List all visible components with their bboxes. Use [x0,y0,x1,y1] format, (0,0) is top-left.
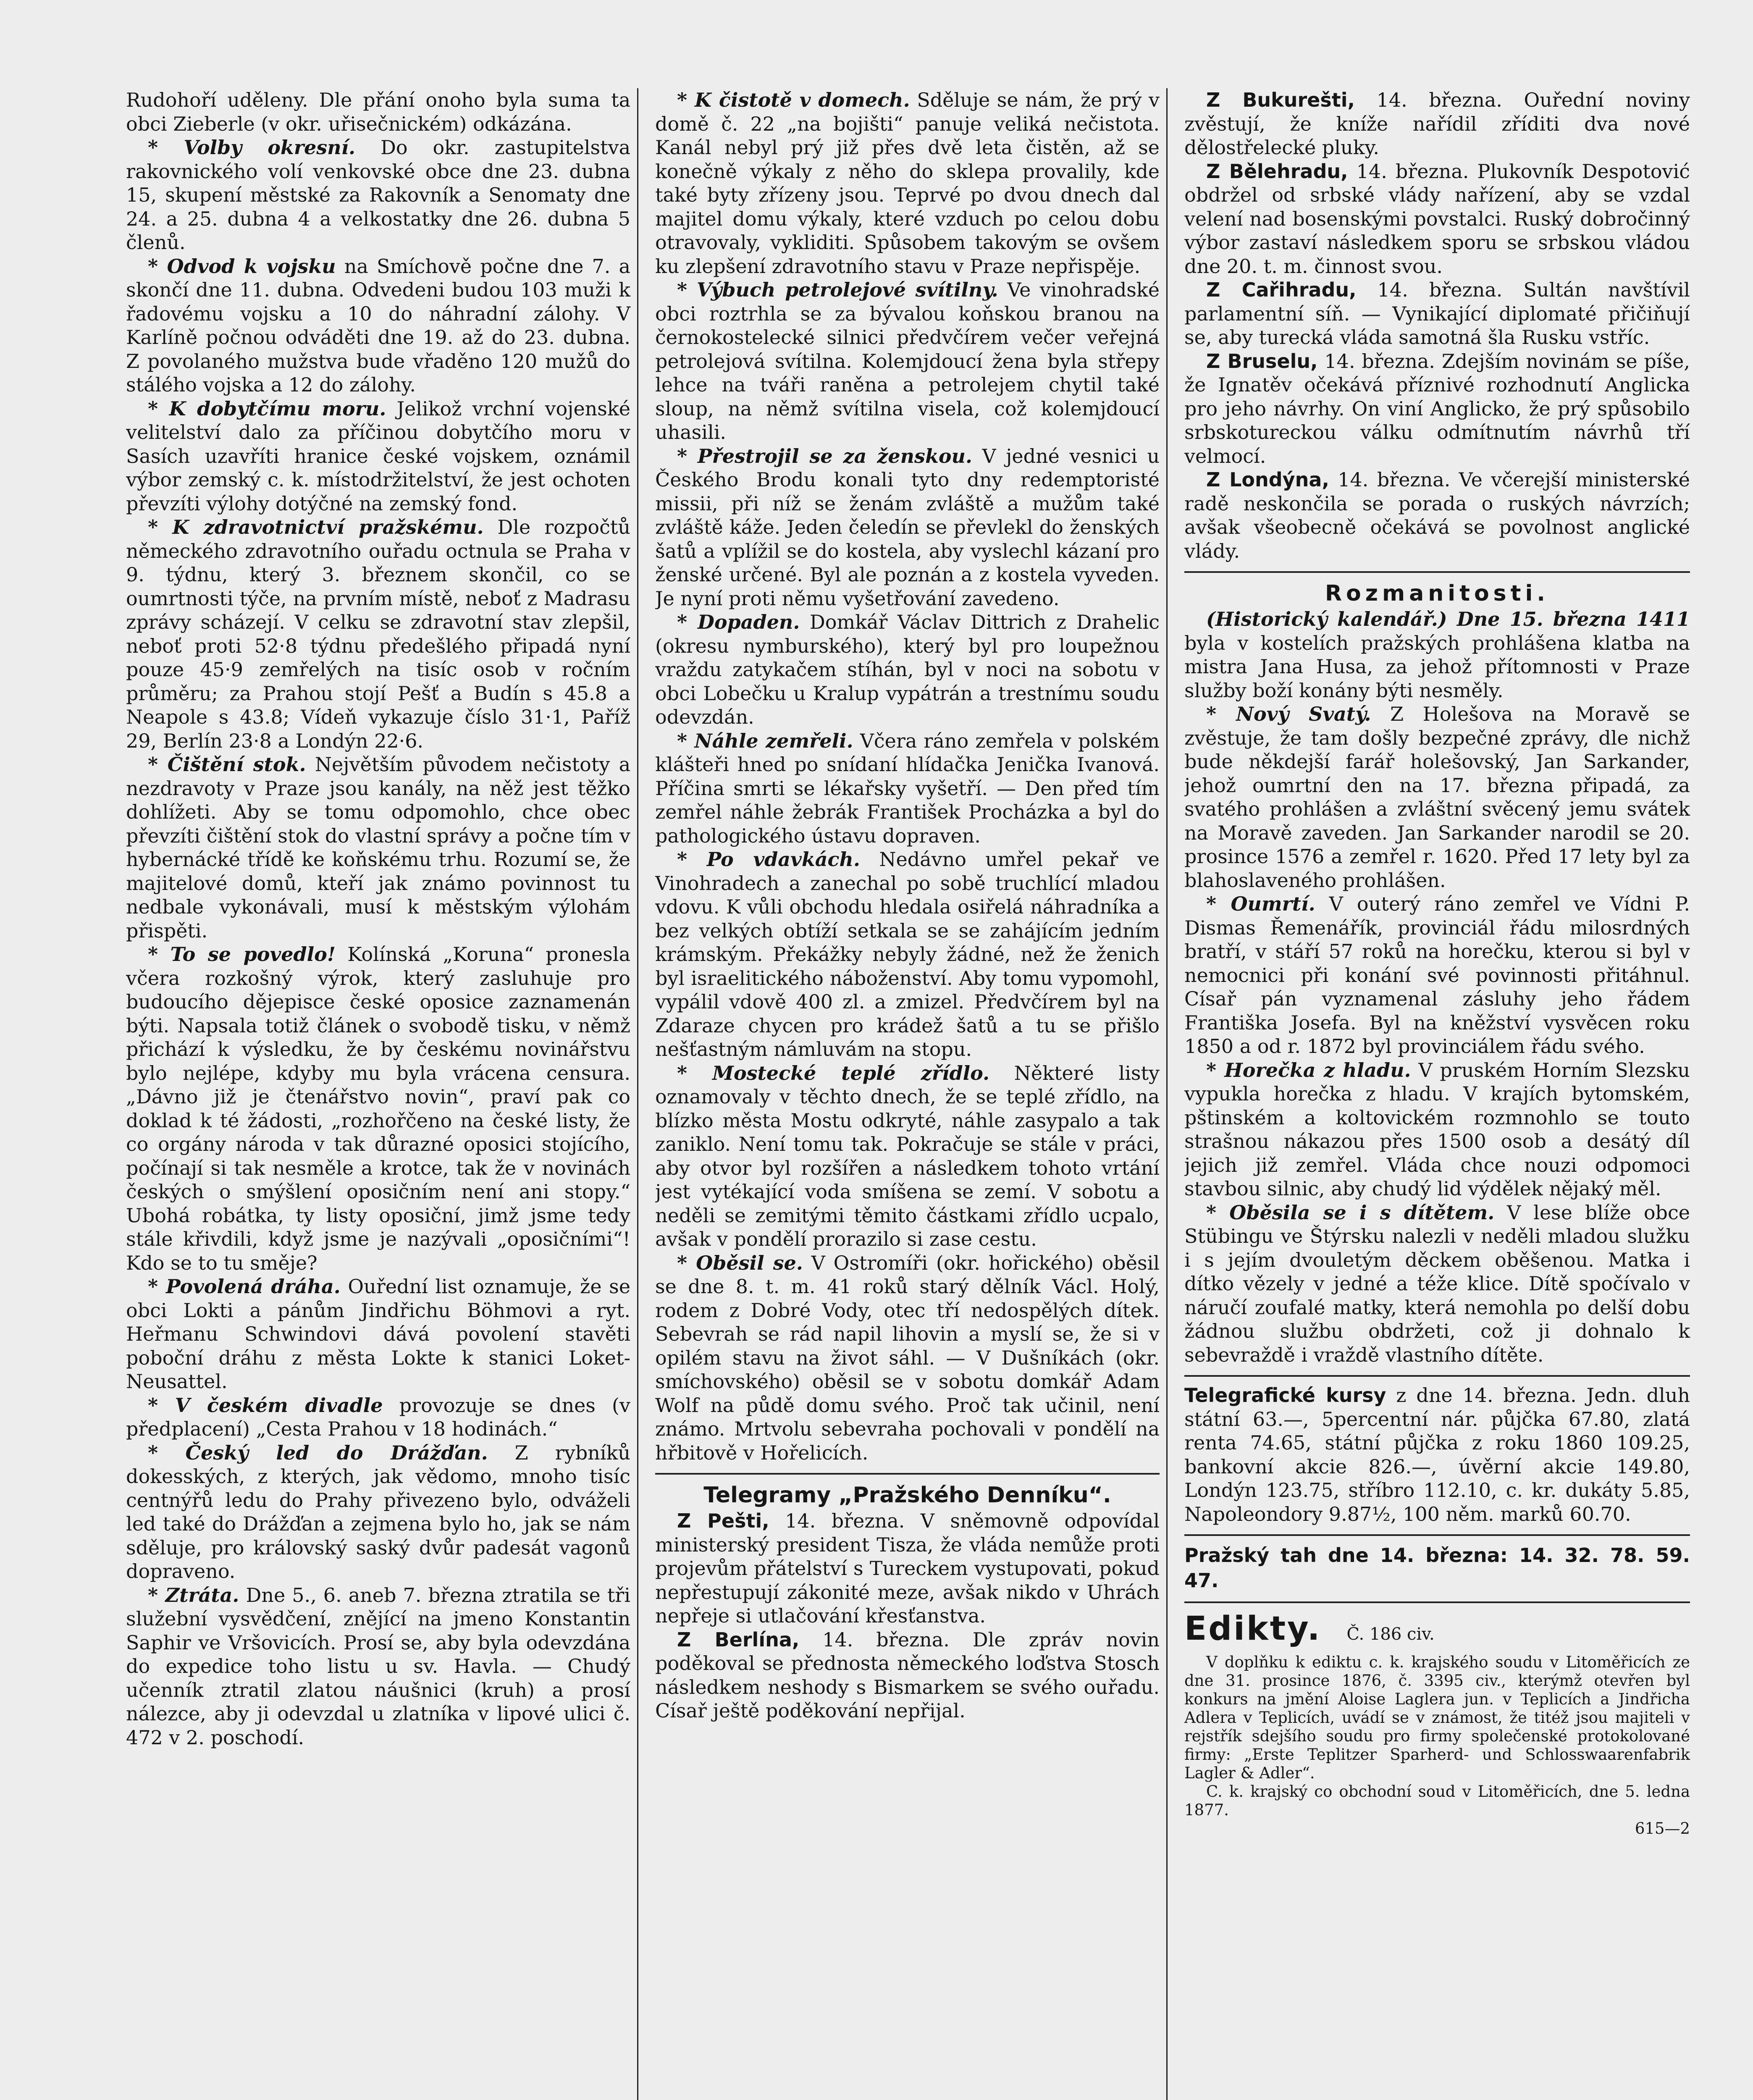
telegram-carihrad: Z Cařihradu, 14. března. Sultán navštívil parlamentní síň. — Vynikající diplomaté přičiňují se, aby turecká vláda samotná šla Rusku vstříc. [1184,278,1690,349]
misc-3: * Oumrtí. V outerý ráno zemřel ve Vídni P. Dismas Řemenářík, provinciál řádu milosrdných bratří, v stáří 57 roků na horečku, kterou si byl v nemocnici při konání své povinnosti přitáhnul. Císař pán vyznamenal zásluhy jeho řádem Františka Josefa. Byl na kněžství vysvěcen roku 1850 a od r. 1872 byl provinciálem řádu svého. [1184,892,1690,1058]
edikty-signature: C. k. krajský co obchodní soud v Litoměřicích, dne 5. ledna 1877. [1184,1782,1690,1819]
exchange-rates: Telegrafické kursy z dne 14. března. Jedn. dluh státní 63.—, 5percentní nár. půjčka 67.80, zlatá renta 74.65, státní půjčka z roku 1860 109.25, bankovní akcie 826.—, úvěrní akcie 149.80, Londýn 123.75, stříbro 112.10, c. kr. dukáty 5.85, Napoleondory 9.87½, 100 něm. marků 60.70. [1184,1384,1690,1525]
article-8: * Povolená dráha. Ouřední list oznamuje, že se obci Lokti a pánům Jindřichu Böhmovi a ryt. Heřmanu Schwindovi dává povolení stavěti poboční dráhu z města Lokte k stanici Loket-Neusattel. [126,1275,630,1393]
article-12: * K čistotě v domech. Sděluje se nám, že prý v domě č. 22 „na bojišti“ panuje veliká nečistota. Kanál nebyl prý již přes dvě leta čistěn, až se konečně výkaly z něho do sklepa provalily, kde také byty zřízeny jsou. Teprvé po dvou dnech dal majitel domu výkaly, které vzduch po celou dobu otravovaly, vykliditi. Spůsobem takovým se ovšem ku zlepšení zdravotního stavu v Praze nepřispěje. [655,89,1160,278]
edikty-text: V doplňku k ediktu c. k. krajského soudu v Litoměřicích ze dne 31. prosince 1876, č. 3395 civ., kterýmž otevřen byl konkurs na jmění Aloise Laglera jun. v Teplicích a Jindřicha Adlera v Teplicích, uvádí se v známost, že titéž jsou majiteli v rejstřík sdejšího soudu pro firmy společenské protokolované firmy: „Erste Teplitzer Sparherd- und Schlosswaarenfabrik Lagler & Adler“. [1184,1653,1690,1782]
telegram-pest: Z Pešti, 14. března. V sněmovně odpovídal ministerský president Tisza, že vláda nemůže proti projevům přátelství s Tureckem vystupovati, pokud nepřestupují zákonité meze, avšak nikdo v Uhrách nepřeje si utlačování křesťanstva. [655,1509,1160,1627]
telegrams-heading: Telegramy „Pražského Denníku“. [703,1483,1111,1508]
article-11: * Ztráta. Dne 5., 6. aneb 7. března ztratila se tři služební vysvědčení, znějící na jmeno Konstantin Saphir ve Vršovicích. Prosí se, aby byla odevzdána do expedice toho listu u sv. Havla. — Chudý učenník ztratil zlatou náušnici (kruh) a prosí nálezce, aby ji odevzdal u zlatníka v lipové ulici č. 472 v 2. poschodí. [126,1583,630,1749]
article-18: * Mostecké teplé zřídlo. Některé listy oznamovaly v těchto dnech, že se teplé zřídlo, na blízko města Mostu odkryté, náhle zasypalo a tak zaniklo. Není tomu tak. Pokračuje se stále v práci, aby otvor byl rozšířen a následkem tohoto vrtání jest vytékající voda smíšena se zemí. V sobotu a neděli se zemitými těmito částkami zřídlo ucpalo, avšak v pondělí prorazilo si zase cestu. [655,1061,1160,1250]
article-4: * K dobytčímu moru. Jelikož vrchní vojenské velitelství dalo za příčinou dobytčího moru v Sasích uzavříti hranice české vojskem, oznámil výbor zemský c. k. místodržitelství, že jest ochoten převzíti výlohy dotýčné na zemský fond. [126,397,631,515]
article-5: * K zdravotnictví pražskému. Dle rozpočtů německého zdravotního ouřadu octnula se Praha v 9. týdnu, který 3. březnem skončil, co se oumrtnosti týče, na prvním místě, neboť z Madrasu zprávy scházejí. V celku se zdravotní stav zlepšil, neboť proti 52·8 týdnu předešlého připadá nyní pouze 45·9 zemřelých na tisíc osob v ročním průměru; za Prahou stojí Pešť a Budín s 45.8 a Neapole s 43.8; Vídeň vykazuje číslo 31·1, Paříž 29, Berlín 23·8 a Londýn 22·6. [126,516,631,752]
section-divider [655,1473,1160,1475]
newspaper-page [126,88,1697,2100]
section-divider [1184,1375,1690,1377]
article-13: * Výbuch petrolejové svítilny. Ve vinohradské obci roztrhla se za bývalou koňskou branou na černokostelecké silnici předvčírem večer veřejná petrolejová svítilna. Kolemjdoucí žena byla střepy lehce na tváři raněna a petrolejem chytil také sloup, na němž svítilna visela, což kolemjdoucí uhasili. [655,278,1160,444]
article-14: * Přestrojil se za ženskou. V jedné vesnici u Českého Brodu konali tyto dny redemptoristé missii, při níž se ženám zvláště a mužům také zvláště káže. Jeden čeledín se převlekl do ženských šatů a vplížil se do kostela, aby vyslechl kázaní pro ženské určené. Byl ale poznán a z kostela vyveden. Je nyní proti němu vyšetřování zavedeno. [655,444,1160,610]
article-7: * To se povedlo! Kolínská „Koruna“ pronesla včera rozkošný výrok, který zasluhuje pro budoucího dějepisce české oposice zaznamenán býti. Napsala totiž článek o svobodě tisku, v němž přichází k výsledku, že by českému novinářstvu bylo nejlépe, kdyby mu byla vrácena censura. „Dávno již je čtenářstvo novin“, praví pak co doklad k té žádosti, „rozhořčeno na české listy, že co orgány národa v tak důrazné oposici stojícího, počínají si tak nesměle a krotce, tak že v novinách českých o smýšlení oposičním není ani stopy.“ Ubohá robátka, ty listy oposiční, jimž jsme tedy stále křivdili, když jsme je nazývali „oposičními“! Kdo se to tu směje? [126,943,630,1274]
article-10: * Český led do Drážďan. Z rybníků dokesských, z kterých, jak vědomo, mnoho tisíc centnýřů ledu do Prahy přivezeno bylo, odváželi led také do Drážďan a zejmena bylo ho, jak se nám sděluje, pro královský saský dvůr padesát vagonů dopraveno. [126,1441,630,1583]
misc-4: * Horečka z hladu. V pruském Horním Slezsku vypukla horečka z hladu. V krajích bytomském, pštinském a koltovickém rozmnohlo se touto strašnou nákazou přes 1500 osob a desátý díl jejich již zemřel. Vláda chce nouzi odpomoci stavbou silnic, aby chudý lid výdělek nějaký měl. [1184,1058,1690,1200]
column-2 [655,88,1168,2100]
article-19: * Oběsil se. V Ostromíři (okr. hořického) oběsil se dne 8. t. m. 41 roků starý dělník Václ. Holý, rodem z Dobré Vody, otec tří nedospělých dítek. Sebevrah se rád napil lihovin a myslí se, že si v opilém stavu na život sáhl. — V Dušníkách (okr. smíchovského) oběsil se v sobotu domkář Adam Wolf na půdě domu svého. Proč tak učinil, není známo. Mrtvolu sebevraha pochovali v pondělí na hřbitově v Hořelicích. [655,1251,1160,1464]
article-2: * Volby okresní. Do okr. zastupitelstva rakovnického volí venkovské obce dne 23. dubna 15, skupení městské za Rakovník a Senomaty dne 24. a 25. dubna 4 a velkostatky dne 26. dubna 5 členů. [126,136,630,254]
article-6: * Čištění stok. Největším původem nečistoty a nezdravoty v Praze jsou kanály, na něž jest těžko dohlížeti. Aby se tomu odpomohlo, chce obec převzíti čištění stok do vlastní správy a počne tím v hybernácké třídě ke koňskému trhu. Rozumí se, že majitelové domů, kteří jak známo povinnost tu nedbale vykonávali, musí k městským výlohám přispěti. [126,753,630,942]
section-divider [1184,571,1690,573]
lottery-draw: Pražský tah dne 14. března: 14. 32. 78. 59. 47. [1184,1544,1690,1592]
article-9: * V českém divadle provozuje se dnes (v předplacení) „Cesta Prahou v 18 hodinách.“ [126,1394,630,1440]
telegram-brusel: Z Bruselu, 14. března. Zdejším novinám se píše, že Ignatěv očekává příznivé rozhodnutí Anglicka pro jeho návrhy. On viní Anglicko, že prý spůsobilo srbskotureckou válku odmítnutím návrhů tří velmocí. [1184,349,1690,467]
article-16: * Náhle zemřeli. Včera ráno zemřela v polském klášteři hned po snídaní hlídačka Jenička Ivanová. Příčina smrti se lékařsky vyšetří. — Den před tím zemřel náhle žebrák František Procházka a byl do pathologického ústavu dopraven. [655,729,1160,847]
section-divider [1184,1601,1690,1603]
telegram-bukurest: Z Bukurešti, 14. března. Ouřední noviny zvěstují, že kníže nařídil zříditi dva nové dělostřelecké pluky. [1184,89,1690,159]
telegram-belehrad: Z Bělehradu, 14. března. Plukovník Despotović obdržel od srbské vlády nařízení, aby se vzdal velení nad bosenskými povstalci. Ruský dobročinný výbor zastaví následkem sporu se srbskou vládou dne 20. t. m. činnost svou. [1184,160,1690,278]
rozmanitosti-heading: Rozmanitosti. [1325,581,1550,606]
article-17: * Po vdavkách. Nedávno umřel pekař ve Vinohradech a zanechal po sobě truchlící mladou vdovu. K vůli obchodu hledala osiřelá náhradníka a bez velkých obtíží setkala se se zahájícím jedním krámským. Překážky nebyly žádné, než že ženich byl israelitického náboženství. Aby tomu vypomohl, vypálil vdově 400 zl. a zmizel. Předvčírem byl na Zdaraze chycen pro krádež šatů a tu se přišlo nešťastným námluvám na stopu. [655,848,1160,1060]
misc-2: * Nový Svatý. Z Holešova na Moravě se zvěstuje, že tam došly bezpečné zprávy, dle nichž bude někdejší farář holešovský, Jan Sarkander, jehož oumrtní den na 17. března připadá, za svatého prohlášen a zvláštní svěcený jemu svátek na Moravě zaveden. Jan Sarkander narodil se 20. prosince 1576 a zemřel r. 1620. Před 17 lety byl za blahoslaveného prohlášen. [1184,703,1690,892]
article-3: * Odvod k vojsku na Smíchově počne dne 7. a skončí dne 11. dubna. Odvedeni budou 103 muži k řadovému vojsku a 10 do náhradní zálohy. V Karlíně počnou odváděti dne 19. až do 23. dubna. Z povolaného mužstva bude vřaděno 120 mužů do stálého vojska a 12 do zálohy. [126,255,630,396]
misc-1: (Historický kalendář.) Dne 15. března 1411 byla v kostelích pražských prohlášena klatba na mistra Jana Husa, za jehož přítomnosti v Praze služby boží konány býti nesměly. [1184,608,1690,702]
column-1 [126,88,638,2100]
telegram-londyn: Z Londýna, 14. března. Ve včerejší ministerské radě neskončila se porada o ruských návrzích; avšak všeobecně očekává se povolnost anglické vlády. [1184,468,1690,562]
column-3 [1184,88,1697,2100]
article-1: Rudohoří uděleny. Dle přání onoho byla suma ta obci Zieberle (v okr. uřisečnickém) odkázána. [126,89,630,135]
edikty-title: Edikty. [1184,1610,1322,1648]
misc-5: * Oběsila se i s dítětem. V lese blíže obce Stübingu ve Štýrsku nalezli v neděli mladou služku i s jejím dvouletým děckem oběšenou. Matka i dítko vězely v jedné a téže klice. Dítě spočívalo v náručí zoufalé matky, která nemohla po delší dobu žádnou službu obdržeti, což ji dohnalo k sebevraždě i vraždě vlastního dítěte. [1184,1201,1690,1366]
section-divider [1184,1534,1690,1536]
edikty-reference: 615—2 [1635,1819,1690,1838]
telegram-berlin: Z Berlína, 14. března. Dle zpráv novin poděkoval se přednosta německého loďstva Stosch následkem neshody s Bismarkem se svého ouřadu. Císař ještě poděkování nepřijal. [655,1628,1160,1722]
edikty-number: Č. 186 civ. [1346,1625,1435,1644]
edikty-heading [1184,1610,1690,1653]
article-15: * Dopaden. Domkář Václav Dittrich z Drahelic (okresu nymburského), který byl pro loupežnou vraždu zatykačem stíhán, byl v noci na sobotu v obci Lobečku u Kralup vypátrán a trestnímu soudu odevzdán. [655,611,1160,728]
